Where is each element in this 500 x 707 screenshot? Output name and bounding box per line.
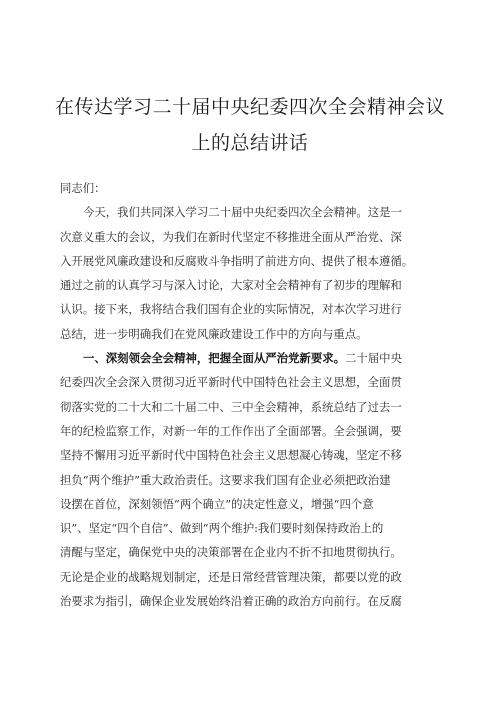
paragraph-2-line: 清醒与坚定，确保党中央的决策部署在企业内不折不扣地贯彻执行。 bbox=[60, 545, 402, 560]
paragraph-1-line: 认识。接下来，我将结合我们国有企业的实际情况，对本次学习进行 bbox=[60, 302, 402, 317]
paragraph-1-line: 通过之前的认真学习与深入讨论，大家对全会精神有了初步的理解和 bbox=[60, 278, 402, 293]
paragraph-2-line: 识”、坚定“四个自信”、做到“两个维护:我们要时刻保持政治上的 bbox=[60, 521, 384, 536]
salutation: 同志们： bbox=[60, 181, 106, 195]
paragraph-1-line: 次意义重大的会议，为我们在新时代坚定不移推进全面从严治党、深 bbox=[60, 229, 402, 244]
paragraph-1-line: 总结，进一步明确我们在党风廉政建设工作中的方向与重点。 bbox=[60, 326, 368, 341]
paragraph-2-line: 治要求为指引，确保企业发展始终沿着正确的政治方向前行。在反腐 bbox=[60, 594, 402, 609]
paragraph-2-line: 无论是企业的战略规划制定，还是日常经营管理决策，都要以党的政 bbox=[60, 569, 402, 584]
document-title-line-1: 在传达学习二十届中央纪委四次全会精神会议 bbox=[54, 96, 445, 118]
paragraph-2-line: 年的纪检监察工作，对新一年的工作作出了全面部署。全会强调，要 bbox=[60, 423, 402, 438]
paragraph-2-line: 设摆在首位，深刻领悟“两个确立”的决定性意义，增强“四个意 bbox=[60, 496, 374, 511]
section-heading: 一、深刻领会全会精神，把握全面从严治党新要求。 bbox=[83, 351, 345, 366]
paragraph-2-line: 纪委四次全会深入贯彻习近平新时代中国特色社会主义思想，全面贯 bbox=[60, 375, 402, 390]
paragraph-2-line: 担负“两个维护”重大政治责任。这要求我们国有企业必须把政治建 bbox=[60, 472, 391, 487]
document-body bbox=[60, 176, 450, 613]
paragraph-2-first-line-rest: 二十届中央 bbox=[345, 351, 402, 366]
paragraph-2-line: 彻落实党的二十大和二十届二中、三中全会精神，系统总结了过去一 bbox=[60, 399, 402, 414]
paragraph-1-line: 今天，我们共同深入学习二十届中央纪委四次全会精神。这是一 bbox=[83, 205, 402, 220]
document-title-line-2: 上的总结讲话 bbox=[191, 132, 309, 154]
paragraph-2-line: 坚持不懈用习近平新时代中国特色社会主义思想凝心铸魂，坚定不移 bbox=[60, 448, 402, 463]
paragraph-2-first-line bbox=[60, 346, 450, 370]
paragraph-1-line: 入开展党风廉政建设和反腐败斗争指明了前进方向、提供了根本遵循。 bbox=[60, 253, 414, 268]
